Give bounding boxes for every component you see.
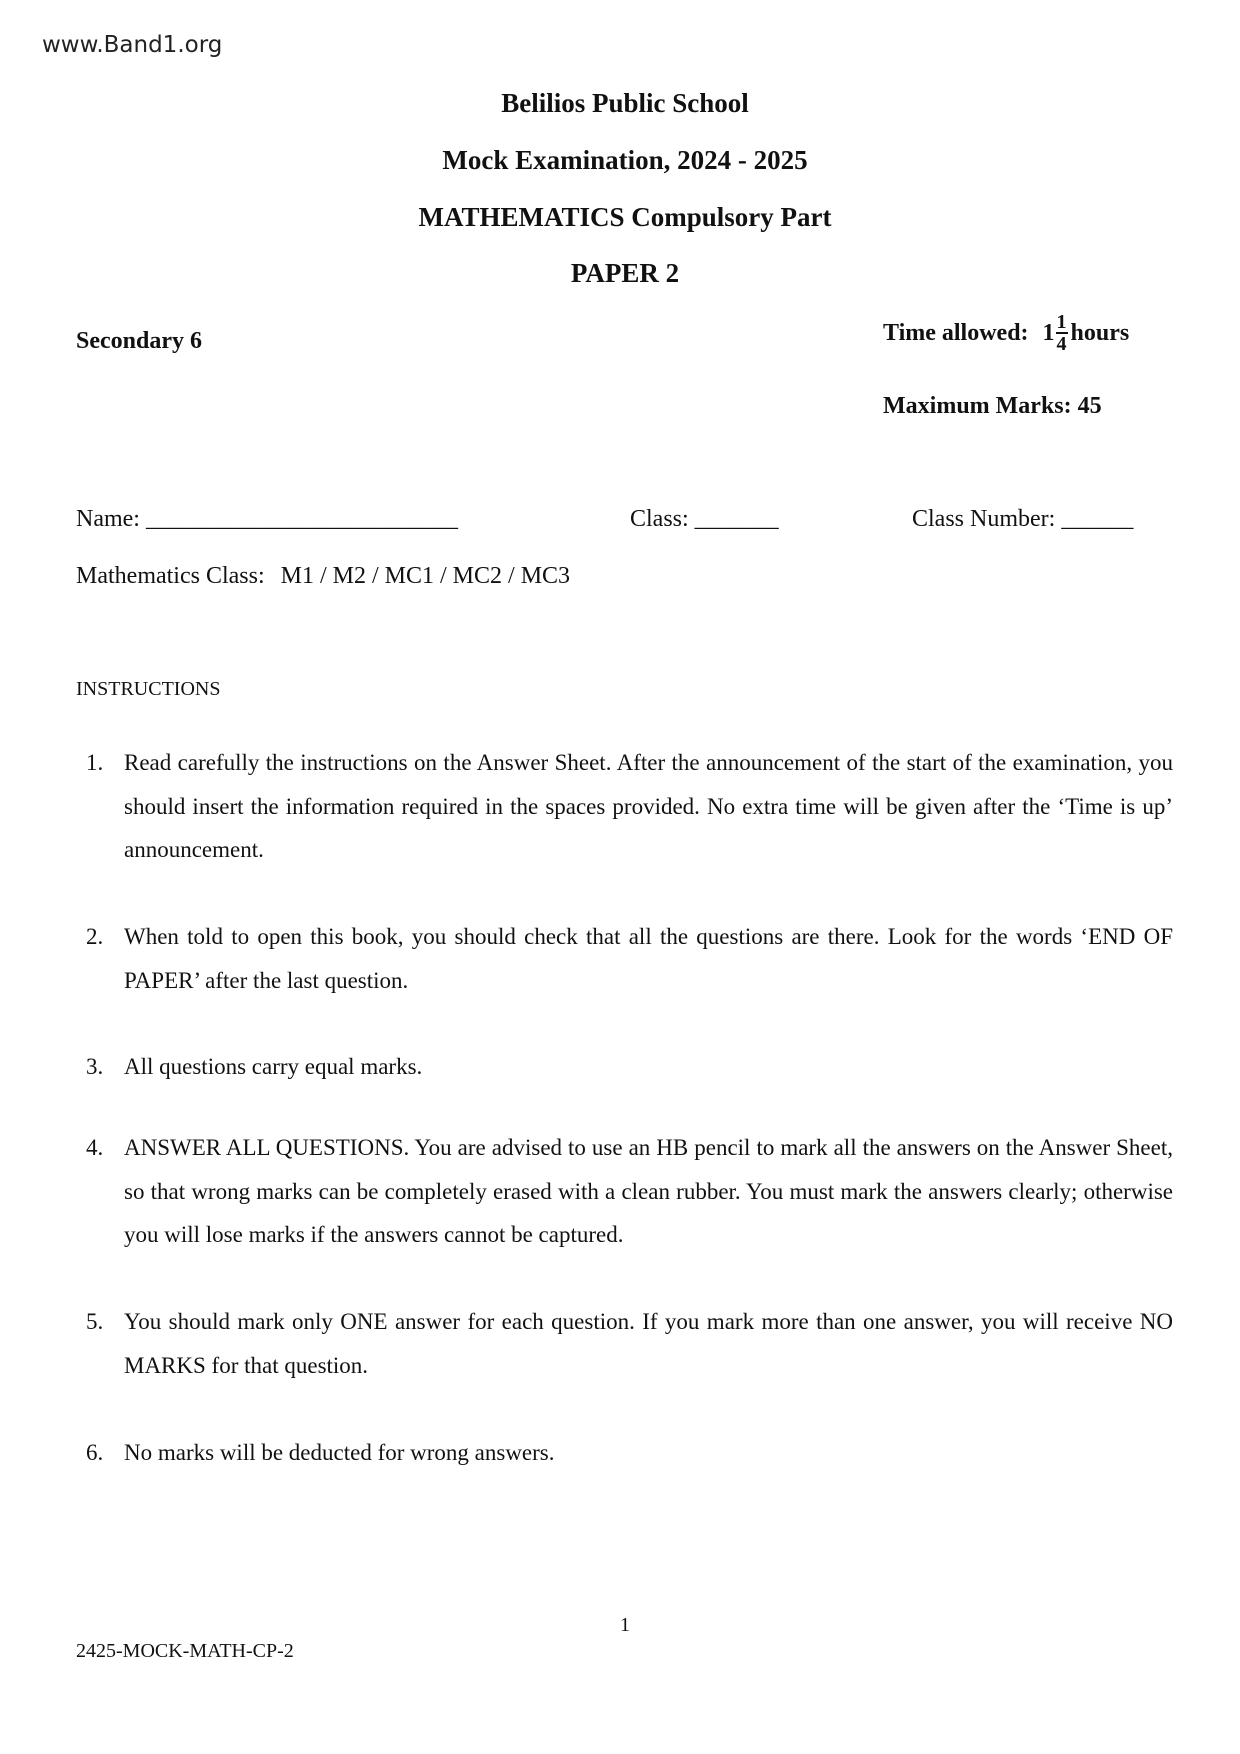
exam-title: Mock Examination, 2024 - 2025	[442, 145, 808, 175]
instruction-text: When told to open this book, you should check that all the questions are there. Look for the words ‘END OF PAPER’ after the last question.	[124, 924, 1173, 993]
instruction-text: All questions carry equal marks.	[124, 1054, 423, 1079]
instruction-text: You should mark only ONE answer for each question. If you mark more than one answer, you will receive NO MARKS for that question.	[124, 1309, 1173, 1378]
instruction-item	[76, 915, 1173, 1002]
name-field[interactable]: Name: __________________________	[76, 506, 458, 532]
instruction-item	[76, 1300, 1173, 1387]
instruction-item	[76, 1045, 1173, 1089]
math-class-label: Mathematics Class:	[76, 563, 265, 589]
max-marks-label: Maximum Marks:	[883, 393, 1072, 419]
class-number-field[interactable]: Class Number: ______	[912, 506, 1134, 532]
instruction-item	[76, 1126, 1173, 1257]
school-name: Belilios Public School	[501, 88, 749, 118]
instruction-text: No marks will be deducted for wrong answers.	[124, 1440, 555, 1465]
time-label: Time allowed:	[883, 319, 1029, 346]
time-whole: 1	[1042, 319, 1055, 346]
instruction-number: 6.	[86, 1440, 104, 1465]
time-numerator: 1	[1056, 311, 1067, 333]
paper-code: 2425-MOCK-MATH-CP-2	[76, 1640, 294, 1662]
subject-title: MATHEMATICS Compulsory Part	[418, 202, 832, 232]
time-fraction	[1056, 312, 1068, 354]
paper-title: PAPER 2	[570, 258, 680, 288]
time-unit: hours	[1070, 319, 1130, 346]
instruction-number: 5.	[86, 1309, 104, 1334]
instruction-item	[76, 741, 1173, 872]
instruction-number: 4.	[86, 1135, 104, 1160]
instruction-number: 2.	[86, 924, 104, 949]
max-marks-value: 45	[1077, 393, 1102, 419]
instructions-heading: INSTRUCTIONS	[76, 678, 221, 700]
instruction-number: 3.	[86, 1054, 104, 1079]
time-allowed	[883, 312, 1129, 354]
math-class-field	[76, 563, 570, 590]
instruction-number: 1.	[86, 750, 104, 775]
maximum-marks	[883, 393, 1102, 420]
math-class-options[interactable]: M1 / M2 / MC1 / MC2 / MC3	[280, 563, 571, 589]
level: Secondary 6	[76, 328, 202, 354]
instruction-item	[76, 1431, 1173, 1475]
page-number: 1	[620, 1614, 630, 1636]
instruction-text: ANSWER ALL QUESTIONS. You are advised to use an HB pencil to mark all the answers on the Answer Sheet, so that wrong marks can be completely erased with a clean rubber. You must mark the answers clearly; otherwise you will lose marks if the answers cannot be captured.	[124, 1135, 1173, 1247]
class-field[interactable]: Class: _______	[630, 506, 779, 532]
time-denominator: 4	[1056, 333, 1067, 355]
watermark: www.Band1.org	[42, 32, 223, 58]
instruction-text: Read carefully the instructions on the Answer Sheet. After the announcement of the start of the examination, you should insert the information required in the spaces provided. No extra time will be given after the ‘Time is up’ announcement.	[124, 750, 1173, 862]
